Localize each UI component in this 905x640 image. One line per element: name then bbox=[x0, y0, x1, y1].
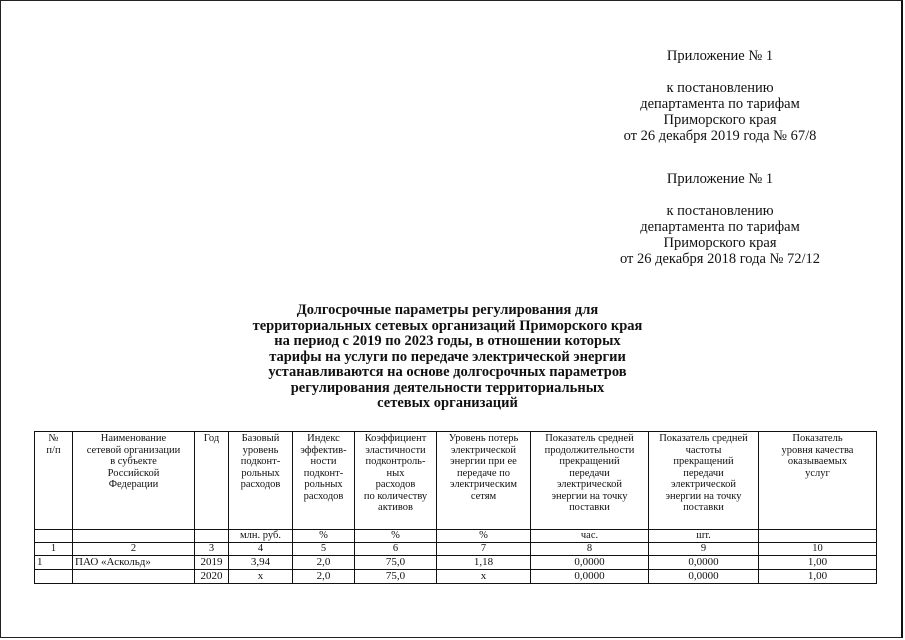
table-cell bbox=[73, 570, 195, 584]
appendix-line: департамента по тарифам bbox=[640, 96, 800, 112]
header-cell: Базовый уровень подконт- рольных расходов bbox=[229, 432, 293, 530]
table-cell: 75,0 bbox=[355, 556, 437, 570]
unit-cell: млн. руб. bbox=[229, 530, 293, 543]
header-row bbox=[35, 432, 877, 530]
appendix-line: Приморского края bbox=[663, 235, 777, 251]
header-cell: Наименование сетевой организации в субъекте Российской Федерации bbox=[73, 432, 195, 530]
column-number: 3 bbox=[195, 543, 229, 556]
appendix-line: от 26 декабря 2019 года № 67/8 bbox=[623, 128, 817, 144]
unit-cell: час. bbox=[531, 530, 649, 543]
table-cell: 0,0000 bbox=[649, 570, 759, 584]
table-row bbox=[35, 556, 877, 570]
unit-cell: % bbox=[355, 530, 437, 543]
table-cell: х bbox=[437, 570, 531, 584]
units-row bbox=[35, 530, 877, 543]
title-line: на период с 2019 по 2023 годы, в отношении которых bbox=[274, 333, 621, 349]
title-line: сетевых организаций bbox=[377, 395, 518, 411]
document-title bbox=[225, 303, 670, 412]
appendix-header-2019 bbox=[590, 48, 850, 144]
appendix-header-2018 bbox=[580, 171, 860, 267]
table-cell: 0,0000 bbox=[531, 570, 649, 584]
column-number: 1 bbox=[35, 543, 73, 556]
table-cell: 2019 bbox=[195, 556, 229, 570]
column-number: 10 bbox=[759, 543, 877, 556]
header-cell: Коэффициент эластичности подконтроль- ных расходов по количеству активов bbox=[355, 432, 437, 530]
title-line: тарифы на услуги по передаче электрической энергии bbox=[269, 348, 626, 365]
column-number: 9 bbox=[649, 543, 759, 556]
appendix-line: Приморского края bbox=[663, 112, 777, 128]
unit-cell bbox=[73, 530, 195, 543]
table-cell: 75,0 bbox=[355, 570, 437, 584]
column-number: 7 bbox=[437, 543, 531, 556]
header-cell: Показатель средней продолжительности прекращений передачи электрической энергии на точку поставки bbox=[531, 432, 649, 530]
column-number-row bbox=[35, 543, 877, 556]
unit-cell: % bbox=[293, 530, 355, 543]
appendix-title: Приложение № 1 bbox=[666, 48, 774, 64]
column-number: 8 bbox=[531, 543, 649, 556]
unit-cell: шт. bbox=[649, 530, 759, 543]
header-cell: Индекс эффектив- ности подконт- рольных расходов bbox=[293, 432, 355, 530]
column-number: 5 bbox=[293, 543, 355, 556]
column-number: 2 bbox=[73, 543, 195, 556]
title-line: устанавливаются на основе долгосрочных параметров bbox=[268, 364, 627, 380]
unit-cell bbox=[759, 530, 877, 543]
table-cell: 0,0000 bbox=[649, 556, 759, 570]
table-cell: 3,94 bbox=[229, 556, 293, 570]
appendix-line: к постановлению bbox=[666, 80, 774, 96]
table-cell: 2,0 bbox=[293, 556, 355, 570]
header-cell: Год bbox=[195, 432, 229, 530]
title-line: территориальных сетевых организаций Приморского края bbox=[252, 317, 643, 334]
table-cell: 2,0 bbox=[293, 570, 355, 584]
appendix-title: Приложение № 1 bbox=[666, 171, 774, 187]
appendix-line: к постановлению bbox=[666, 203, 774, 219]
table-row bbox=[35, 570, 877, 584]
unit-cell bbox=[35, 530, 73, 543]
table-cell: х bbox=[229, 570, 293, 584]
title-line: Долгосрочные параметры регулирования для bbox=[296, 302, 599, 318]
header-cell: Показатель средней частоты прекращений передачи электрической энергии на точку поставки bbox=[649, 432, 759, 530]
appendix-line: департамента по тарифам bbox=[640, 219, 800, 235]
header-cell: Уровень потерь электрической энергии при ее передаче по электрическим сетям bbox=[437, 432, 531, 530]
table-cell: ПАО «Аскольд» bbox=[73, 556, 195, 570]
table-cell: 1 bbox=[35, 556, 73, 570]
header-cell: № п/п bbox=[35, 432, 73, 530]
unit-cell bbox=[195, 530, 229, 543]
table-cell: 0,0000 bbox=[531, 556, 649, 570]
table-cell bbox=[35, 570, 73, 584]
table-cell: 2020 bbox=[195, 570, 229, 584]
table-cell: 1,00 bbox=[759, 556, 877, 570]
appendix-line: от 26 декабря 2018 года № 72/12 bbox=[619, 251, 821, 267]
unit-cell: % bbox=[437, 530, 531, 543]
parameters-table bbox=[34, 431, 877, 584]
title-line: регулирования деятельности территориальных bbox=[290, 379, 605, 396]
table-cell: 1,18 bbox=[437, 556, 531, 570]
column-number: 6 bbox=[355, 543, 437, 556]
header-cell: Показатель уровня качества оказываемых услуг bbox=[759, 432, 877, 530]
table-cell: 1,00 bbox=[759, 570, 877, 584]
column-number: 4 bbox=[229, 543, 293, 556]
